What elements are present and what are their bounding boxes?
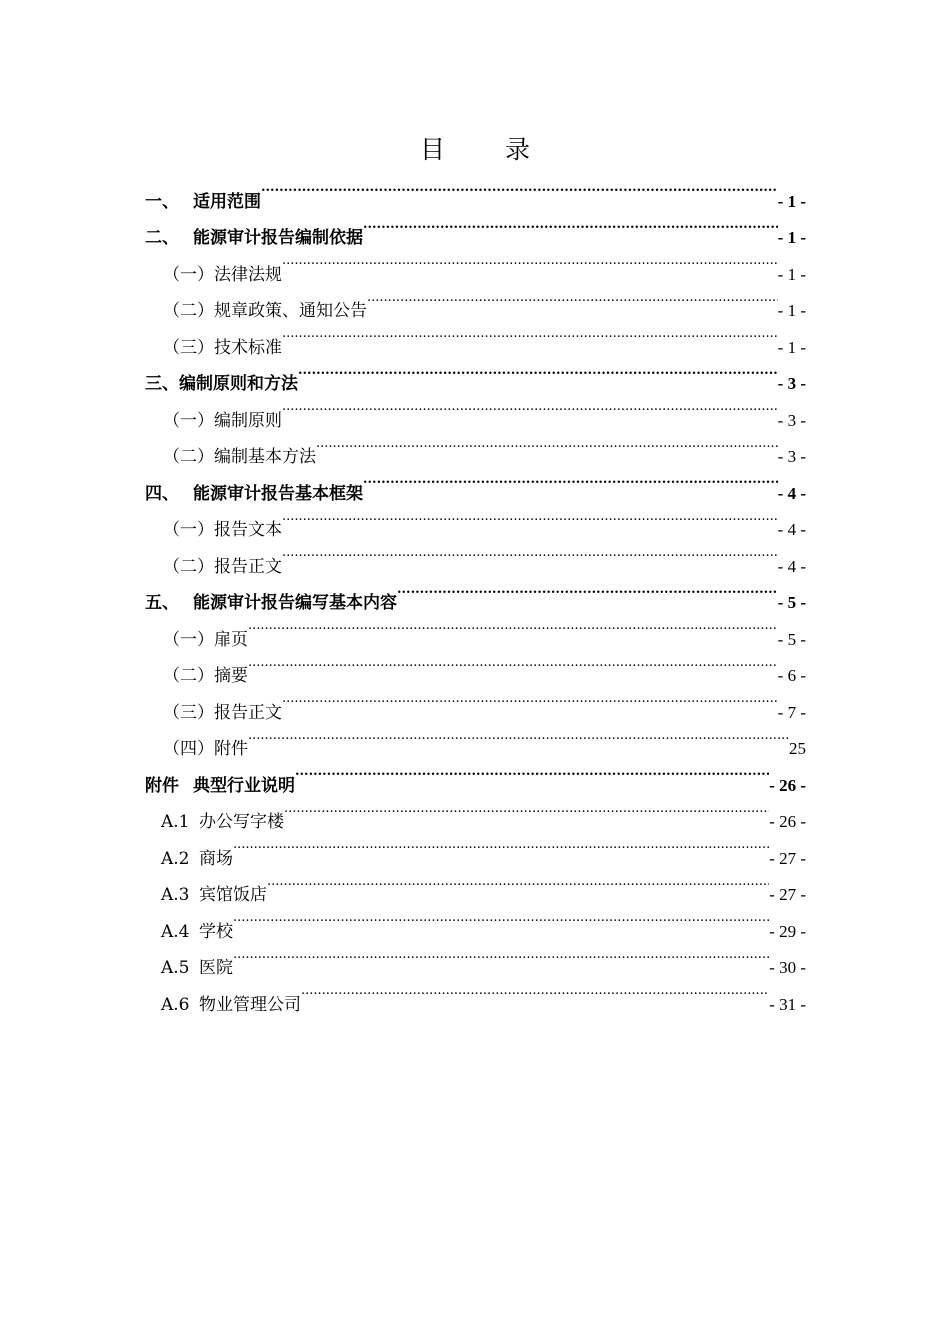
toc-entry-page: - 1 -: [777, 228, 806, 247]
toc-entry-text: 编制基本方法: [214, 447, 316, 467]
toc-leader-dots: [295, 754, 769, 791]
toc-entry-text: 能源审计报告编写基本内容: [193, 593, 397, 613]
toc-leader-dots: [316, 426, 778, 463]
toc-leader-dots: [282, 499, 778, 536]
toc-entry-page: - 1 -: [777, 337, 806, 357]
toc-entry[interactable]: [145, 900, 806, 942]
toc-entry-number: 四、: [145, 483, 179, 504]
toc-leader-dots: [301, 973, 769, 1010]
toc-entry-page: - 26 -: [769, 812, 806, 831]
toc-entry-text: 报告正文: [214, 556, 282, 577]
toc-entry-text: 办公写字楼: [199, 812, 284, 832]
toc-entry-number: 三、: [145, 374, 179, 394]
toc-entry-page: - 5 -: [777, 593, 806, 612]
toc-entry-page: - 31 -: [769, 994, 806, 1014]
toc-entry-page: - 1 -: [777, 191, 806, 211]
toc-entry-page: - 3 -: [777, 410, 806, 430]
toc-leader-dots: [282, 316, 778, 353]
toc-leader-dots: [267, 864, 769, 901]
toc-entry-number: （一）: [163, 264, 214, 285]
toc-entry-page: - 3 -: [777, 374, 806, 393]
toc-entry-page: - 27 -: [769, 848, 806, 868]
toc-entry[interactable]: [145, 864, 806, 905]
toc-entry-number: （一）: [163, 629, 214, 650]
toc-entry-page: - 27 -: [769, 885, 806, 904]
toc-entry-number: A.6: [161, 994, 190, 1015]
toc-entry-page: - 29 -: [769, 921, 806, 941]
toc-entry-page: 25: [789, 739, 806, 758]
toc-entry-text: 法律法规: [214, 264, 282, 285]
toc-leader-dots: [233, 827, 769, 864]
toc-entry-page: - 1 -: [777, 301, 806, 320]
toc-entry[interactable]: [145, 827, 806, 869]
toc-entry-text: 医院: [199, 958, 233, 978]
toc-leader-dots: [282, 243, 778, 280]
toc-entry-number: （四）: [163, 739, 214, 759]
toc-entry[interactable]: [145, 937, 806, 978]
toc-entry-page: - 6 -: [777, 666, 806, 685]
toc-leader-dots: [363, 462, 778, 499]
toc-entry-text: 报告文本: [214, 520, 282, 540]
toc-entry-text: 能源审计报告基本框架: [193, 483, 363, 504]
toc-entry-page: - 3 -: [777, 447, 806, 466]
toc-entry-text: 技术标准: [214, 337, 282, 358]
toc-entry-number: 二、: [145, 228, 179, 248]
toc-leader-dots: [397, 572, 778, 609]
toc-entry-number: 附件: [145, 775, 179, 796]
toc-entry[interactable]: [145, 973, 806, 1015]
toc-entry-number: A.5: [161, 958, 190, 978]
toc-entry-text: 商场: [199, 848, 233, 869]
toc-entry-text: 扉页: [214, 629, 248, 650]
toc-entry-number: （三）: [163, 337, 214, 358]
toc-leader-dots: [282, 681, 778, 718]
toc-leader-dots: [282, 389, 778, 426]
toc-entry-page: - 4 -: [777, 520, 806, 539]
toc-entry-text: 学校: [199, 921, 233, 942]
toc-leader-dots: [233, 937, 769, 974]
toc-entry-page: - 26 -: [769, 775, 806, 795]
toc-entry-page: - 5 -: [777, 629, 806, 649]
toc-entry-number: 五、: [145, 593, 179, 613]
toc-entry-text: 能源审计报告编制依据: [193, 228, 363, 248]
toc-entry-text: 宾馆饭店: [199, 885, 267, 905]
toc-entry-text: 附件: [214, 739, 248, 759]
toc-entry-page: - 4 -: [777, 556, 806, 576]
toc-entry-text: 编制原则和方法: [179, 374, 298, 394]
toc-entry-text: 物业管理公司: [199, 994, 301, 1015]
toc-entry-text: 报告正文: [214, 702, 282, 723]
toc-leader-dots: [282, 535, 778, 572]
toc-entry-number: （一）: [163, 520, 214, 540]
toc-entry-number: （二）: [163, 447, 214, 467]
toc-entry-text: 摘要: [214, 666, 248, 686]
toc-entry-number: （三）: [163, 702, 214, 723]
toc-entry-page: - 4 -: [777, 483, 806, 503]
toc-entry-number: A.1: [161, 812, 190, 832]
toc-entry-number: A.4: [161, 921, 190, 942]
toc-leader-dots: [367, 280, 778, 317]
toc-entry[interactable]: [145, 170, 806, 212]
toc-title: 目 录: [420, 135, 556, 164]
toc-entry-number: 一、: [145, 191, 179, 212]
toc-entry-number: （二）: [163, 556, 214, 577]
toc-leader-dots: [248, 608, 778, 645]
toc-entry-number: （二）: [163, 666, 214, 686]
toc-entry-page: - 1 -: [777, 264, 806, 284]
toc-leader-dots: [233, 900, 769, 937]
toc-entry-number: （二）: [163, 301, 214, 321]
toc-entry-page: - 30 -: [769, 958, 806, 977]
toc-leader-dots: [248, 645, 778, 682]
toc-entry-text: 典型行业说明: [193, 775, 295, 796]
toc-entry-number: （一）: [163, 410, 214, 431]
toc-entry-number: A.2: [161, 848, 190, 869]
toc-entry-text: 规章政策、通知公告: [214, 301, 367, 321]
table-of-contents: [145, 170, 806, 1015]
toc-leader-dots: [298, 353, 778, 390]
toc-leader-dots: [248, 718, 789, 755]
toc-leader-dots: [261, 170, 778, 207]
toc-entry-page: - 7 -: [777, 702, 806, 722]
toc-leader-dots: [363, 207, 778, 244]
toc-leader-dots: [284, 791, 769, 828]
toc-entry-number: A.3: [161, 885, 190, 905]
toc-entry-text: 编制原则: [214, 410, 282, 431]
toc-entry-text: 适用范围: [193, 191, 261, 212]
